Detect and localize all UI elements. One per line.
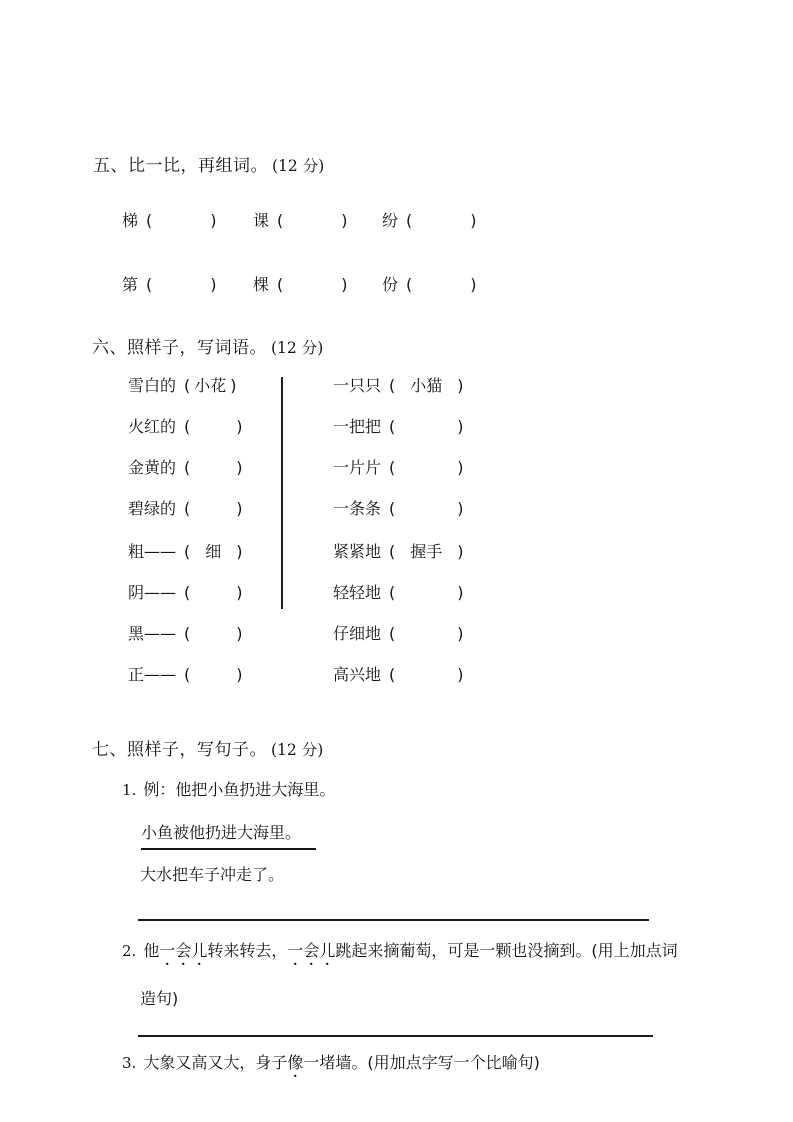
six-right-row [333,418,464,436]
filled-answer: 握手 [410,542,443,561]
q1-example-line [122,781,335,799]
section-seven-heading-text: 七、照样子，写句子。 [92,740,267,760]
q1-number: 1. [122,781,137,799]
section-five-heading [93,157,324,177]
six-left-label: 阴—— [128,583,177,602]
answer-parens [184,542,243,561]
six-right-row [333,459,464,477]
six-right-row [333,543,464,561]
blank-parens [146,211,217,230]
six-right-label: 一条条 [333,499,382,518]
five-row1-group3 [382,212,477,230]
q2-text-part: 造句) [140,989,179,1008]
q1-prompt-text: 大水把车子冲走了。 [140,865,285,884]
blank-parens [389,499,464,518]
blank-parens [184,665,243,684]
blank-parens [389,583,464,602]
q3-number: 3. [122,1054,137,1072]
q1-example-text: 例：他把小鱼扔进大海里。 [143,780,336,799]
answer-parens [184,376,237,395]
q1-prompt-line [140,866,284,884]
q2-text-part: 跳起来摘葡萄，可是一颗也没摘到。(用上加点词 [335,941,678,960]
five-char: 梯 [122,211,139,230]
q2-emphasized-word: 一会儿 [159,941,208,960]
six-left-label: 黑—— [128,624,177,643]
six-left-row [128,543,243,561]
five-char: 第 [122,275,139,294]
six-left-label: 正—— [128,665,177,684]
blank-parens [184,583,243,602]
q2-emphasized-word: 一会儿 [287,941,336,960]
blank-parens [277,211,348,230]
five-row1-group1 [122,212,217,230]
six-right-label: 紧紧地 [333,542,382,561]
six-left-row [128,459,243,477]
six-right-row [333,500,464,518]
five-row2-group2 [253,276,348,294]
q3-sentence-line [122,1053,540,1081]
six-left-row [128,625,243,643]
filled-answer: 细 [205,542,222,561]
six-right-label: 一片片 [333,458,382,477]
five-char: 份 [382,275,399,294]
six-right-label: 一把把 [333,417,382,436]
six-right-label: 高兴地 [333,665,382,684]
blank-parens [184,624,243,643]
five-char: 棵 [253,275,270,294]
blank-parens [389,417,464,436]
blank-parens [277,275,348,294]
six-left-label: 雪白的 [128,376,177,395]
blank-parens [146,275,217,294]
q1-model-answer-line [141,824,316,842]
column-divider-line [281,377,283,609]
six-left-row [128,500,243,518]
blank-parens [389,624,464,643]
answer-parens [389,376,464,395]
blank-parens [184,458,243,477]
five-char: 纷 [382,211,399,230]
five-char: 课 [253,211,270,230]
six-left-label: 火红的 [128,417,177,436]
q3-text-part: 一堵墙。(用加点字写一个比喻句) [303,1053,540,1072]
six-right-row [333,377,464,395]
six-left-row [128,377,237,395]
q1-model-answer-underlined: 小鱼被他扔进大海里。 [141,823,316,850]
q2-number: 2. [122,942,137,960]
q2-answer-blank-line [138,1035,653,1037]
six-left-row [128,666,243,684]
five-row2-group1 [122,276,217,294]
q2-text-part: 他 [143,941,160,960]
five-row1-group2 [253,212,348,230]
blank-parens [406,275,477,294]
section-six-heading-text: 六、照样子，写词语。 [92,338,267,358]
six-left-label: 粗—— [128,542,177,561]
blank-parens [406,211,477,230]
six-left-label: 金黄的 [128,458,177,477]
section-six-heading [92,339,323,359]
six-right-label: 仔细地 [333,624,382,643]
blank-parens [184,499,243,518]
blank-parens [389,665,464,684]
q2-text-part: 转来转去， [207,941,288,960]
six-left-label: 碧绿的 [128,499,177,518]
q2-sentence-line [122,941,678,969]
q1-answer-blank-line [138,919,649,921]
filled-answer: 小花 [194,376,227,395]
blank-parens [184,417,243,436]
answer-parens [389,542,464,561]
six-left-row [128,418,243,436]
section-seven-heading [92,741,323,761]
six-right-label: 一只只 [333,376,382,395]
five-row2-group3 [382,276,477,294]
section-five-points: (12 分) [272,157,325,175]
section-six-points: (12 分) [271,339,324,357]
q3-text-part: 大象又高又大，身子 [143,1053,288,1072]
q2-sentence-line2 [140,990,178,1008]
q3-emphasized-word: 像 [287,1053,304,1072]
six-right-label: 轻轻地 [333,583,382,602]
six-right-row [333,584,464,602]
filled-answer: 小猫 [410,376,443,395]
section-five-heading-text: 五、比一比，再组词。 [93,156,268,176]
section-seven-points: (12 分) [271,741,324,759]
six-right-row [333,625,464,643]
six-left-row [128,584,243,602]
six-right-row [333,666,464,684]
blank-parens [389,458,464,477]
